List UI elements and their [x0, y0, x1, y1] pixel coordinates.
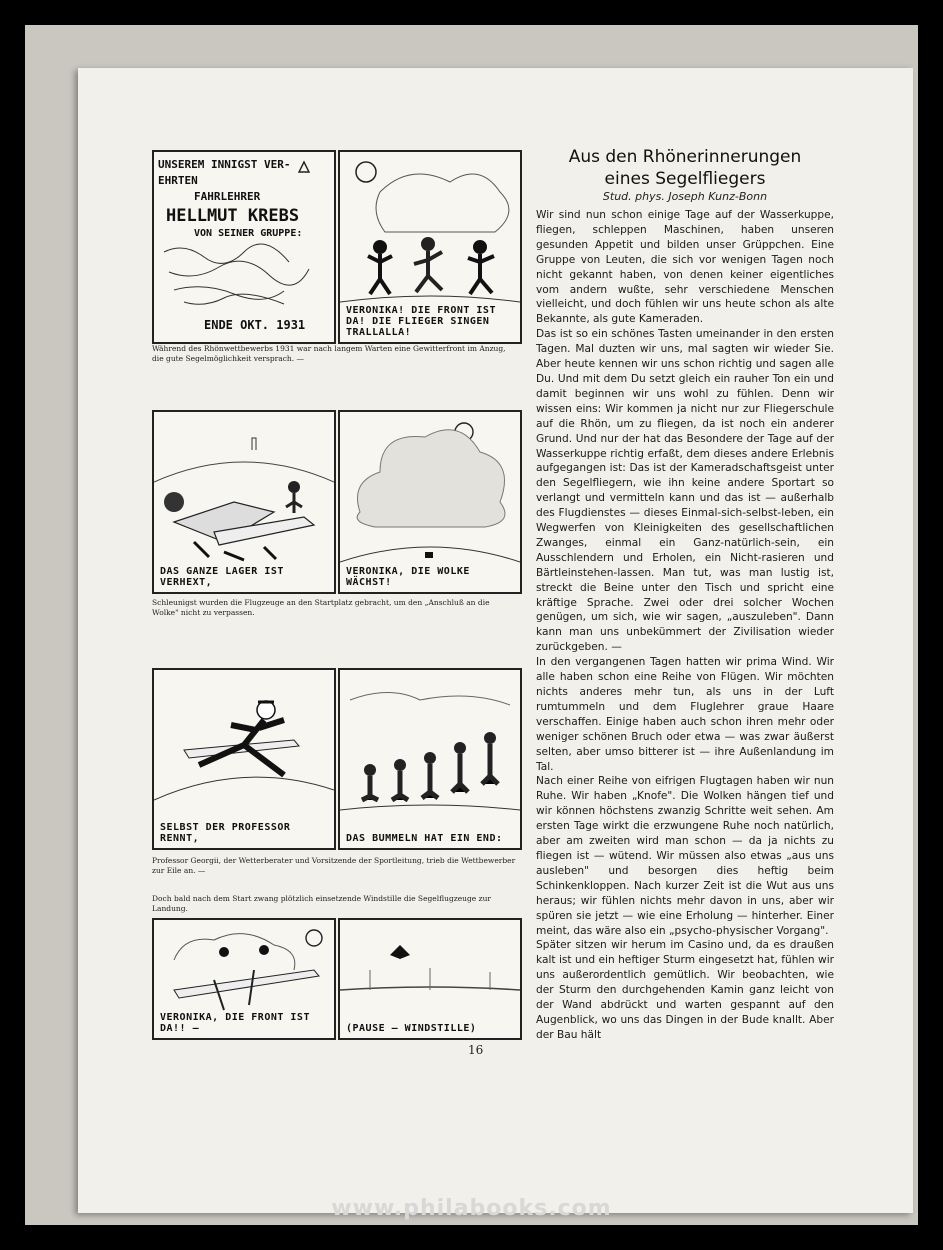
- dedication-date: ENDE OKT. 1931: [204, 318, 306, 332]
- caption-2: Schleunigst wurden die Flugzeuge an den Startplatz gebracht, um den „Anschluß an die Wolke" nicht zu verpassen.: [152, 598, 490, 617]
- caption-4: Doch bald nach dem Start zwang plötzlich einsetzende Windstille die Segelflugzeuge zur Landung.: [152, 894, 491, 913]
- caption-3: Professor Georgii, der Wetterberater und Vorsitzende der Sportleitung, trieb die Wettbewerber zur Eile an. —: [152, 856, 516, 875]
- watermark: www.philabooks.com: [331, 1196, 612, 1221]
- comic-panel-camp: [152, 410, 336, 594]
- page-number: 16: [468, 1043, 484, 1057]
- comic-panel-walkers: [338, 668, 522, 850]
- walking-group-drawing: [340, 670, 520, 848]
- growing-cloud-drawing: [340, 412, 520, 592]
- article-title: [536, 146, 834, 190]
- article-body: [536, 208, 834, 1043]
- article-title-line2: eines Segelfliegers: [604, 169, 766, 189]
- camp-chaos-drawing: [154, 412, 334, 592]
- article-paragraph: Später sitzen wir herum im Casino und, da es draußen kalt ist und ein heftiger Sturm eingesetzt hat, fühlen wir uns außerordentlich gemütlich. Wir beobachten, wie der Sturm den durchgehenden Kamin ganz leicht von der Wand abdrückt und warten gespannt auf den Augenblick, wo uns das Dingen in der Bude knallt. Aber der Bau hält: [536, 939, 834, 1041]
- dedication-line2: EHRTEN: [158, 174, 198, 187]
- comic-panel-dancing: [338, 150, 522, 344]
- article-title-line1: Aus den Rhönerinnerungen: [568, 147, 802, 167]
- comic3-caption-right: DAS BUMMELN HAT EIN END:: [346, 833, 503, 844]
- dedication-line3: FAHRLEHRER: [194, 190, 261, 203]
- article-author: Stud. phys. Joseph Kunz-Bonn: [602, 190, 768, 203]
- dedication-name: HELLMUT KREBS: [166, 206, 300, 226]
- comic1-caption: VERONIKA! DIE FRONT IST DA! DIE FLIEGER SINGEN TRALLALLA!: [346, 305, 496, 338]
- article-paragraph: In den vergangenen Tagen hatten wir prima Wind. Wir alle haben schon eine Reihe von Flügen. Wir möchten nichts anderes mehr tun, als uns in der Luft rumtummeln und dem Fluglehrer graue Haare verschaffen. Einige haben auch schon ihren mehr oder weniger schönen Bruch oder etwa — was zwar äußerst selten, aber umso bitterer ist — ihre Außenlandung im Tal.: [536, 656, 834, 773]
- comic4-caption-left: VERONIKA, DIE FRONT IST DA!! —: [160, 1012, 310, 1034]
- comic4-caption-right: (PAUSE — WINDSTILLE): [346, 1023, 477, 1034]
- comic-panel-pause: [338, 918, 522, 1040]
- comic-panel-front: [152, 918, 336, 1040]
- windstill-drawing: [340, 920, 520, 1038]
- dedication-line1: UNSEREM INNIGST VER-: [158, 158, 291, 171]
- comic3-caption-left: SELBST DER PROFESSOR RENNT,: [160, 822, 291, 844]
- article-paragraph: Das ist so ein schönes Tasten umeinander in den ersten Tagen. Mal duzten wir uns, mal sagten wir wieder Sie. Aber heute kennen wir uns schon richtig und sagen alle Du. Und mit dem Du setzt gleich ein rauher Ton ein und damit beginnen wir uns wohl zu fühlen. Denn wir wissen eins: Wir kommen ja nicht nur zur Fliegerschule auf die Rhön, um zu fliegen, da ist noch ein anderer Grund. Und nur der hat das Besondere der Tage auf der Wasserkuppe richtig erfaßt, dem dieses andere Erlebnis aufgegangen ist: Das ist der Kameradschaftsgeist unter den Segelfliegern, wie ihn keine andere Sportart so verlangt und vermitteln kann und das ist — außerhalb des Flugdienstes — dieses Einmal-sich-selbst-leben, ein Wegwerfen von Kleinigkeiten des gesellschaftlichen Zwanges, einmal ein Ganz-natürlich-sein, ein Ausschlendern und Erholen, ein Nicht-rasieren und Bärtleinstehen-lassen. Man tut, was man lustig ist, streckt die Beine unter den Tisch und spricht eine kräftige Sprache. Zwei oder drei solcher Wochen genügen, um sich, wie wir sagen, „auszuleben". Dann kann man uns unbekümmert der Zivilisation wieder zurückgeben. —: [536, 328, 834, 654]
- comic2-caption-left: DAS GANZE LAGER IST VERHEXT,: [160, 566, 284, 588]
- comic-panel-cloud: [338, 410, 522, 594]
- comic-panel-professor: [152, 668, 336, 850]
- dedication-line5: VON SEINER GRUPPE:: [194, 228, 303, 239]
- dedication-panel: [152, 150, 336, 344]
- comic2-caption-right: VERONIKA, DIE WOLKE WÄCHST!: [346, 566, 470, 588]
- article-paragraph: Wir sind nun schon einige Tage auf der Wasserkuppe, fliegen, schleppen Maschinen, haben unseren gesunden Appetit und bilden unser Grüppchen. Eine Gruppe von Leuten, die sich vor wenigen Tagen noch nicht gekannt haben, von denen keiner eigentliches vom andern wußte, sehr verschiedene Menschen vielleicht, und doch fühlen wir uns heute schon als alte Bekannte, als gute Kameraden.: [536, 209, 834, 326]
- caption-1: Während des Rhönwettbewerbs 1931 war nach langem Warten eine Gewitterfront im Anzug, die gute Segelmöglichkeit versprach. —: [152, 344, 506, 363]
- article-paragraph: Nach einer Reihe von eifrigen Flugtagen haben wir nun Ruhe. Wir haben „Knofe". Die Wolken hängen tief und wir können höchstens zwanzig Schritte weit sehen. Am ersten Tage wirkt die erzwungene Ruhe noch natürlich, aber am zweiten wird man schon — da ja nichts zu fliegen ist — wütend. Wir müssen also etwas „aus uns ausleben" und besorgen dies heftig beim Schinkenkloppen. Nach kurzer Zeit ist die Wut aus uns heraus; wir fühlen nichts mehr davon in uns, aber wir spüren sie jetzt — wie eine Erholung — hinterher. Einer meint, das wäre also ein „psycho-physischer Vorgang".: [536, 775, 834, 937]
